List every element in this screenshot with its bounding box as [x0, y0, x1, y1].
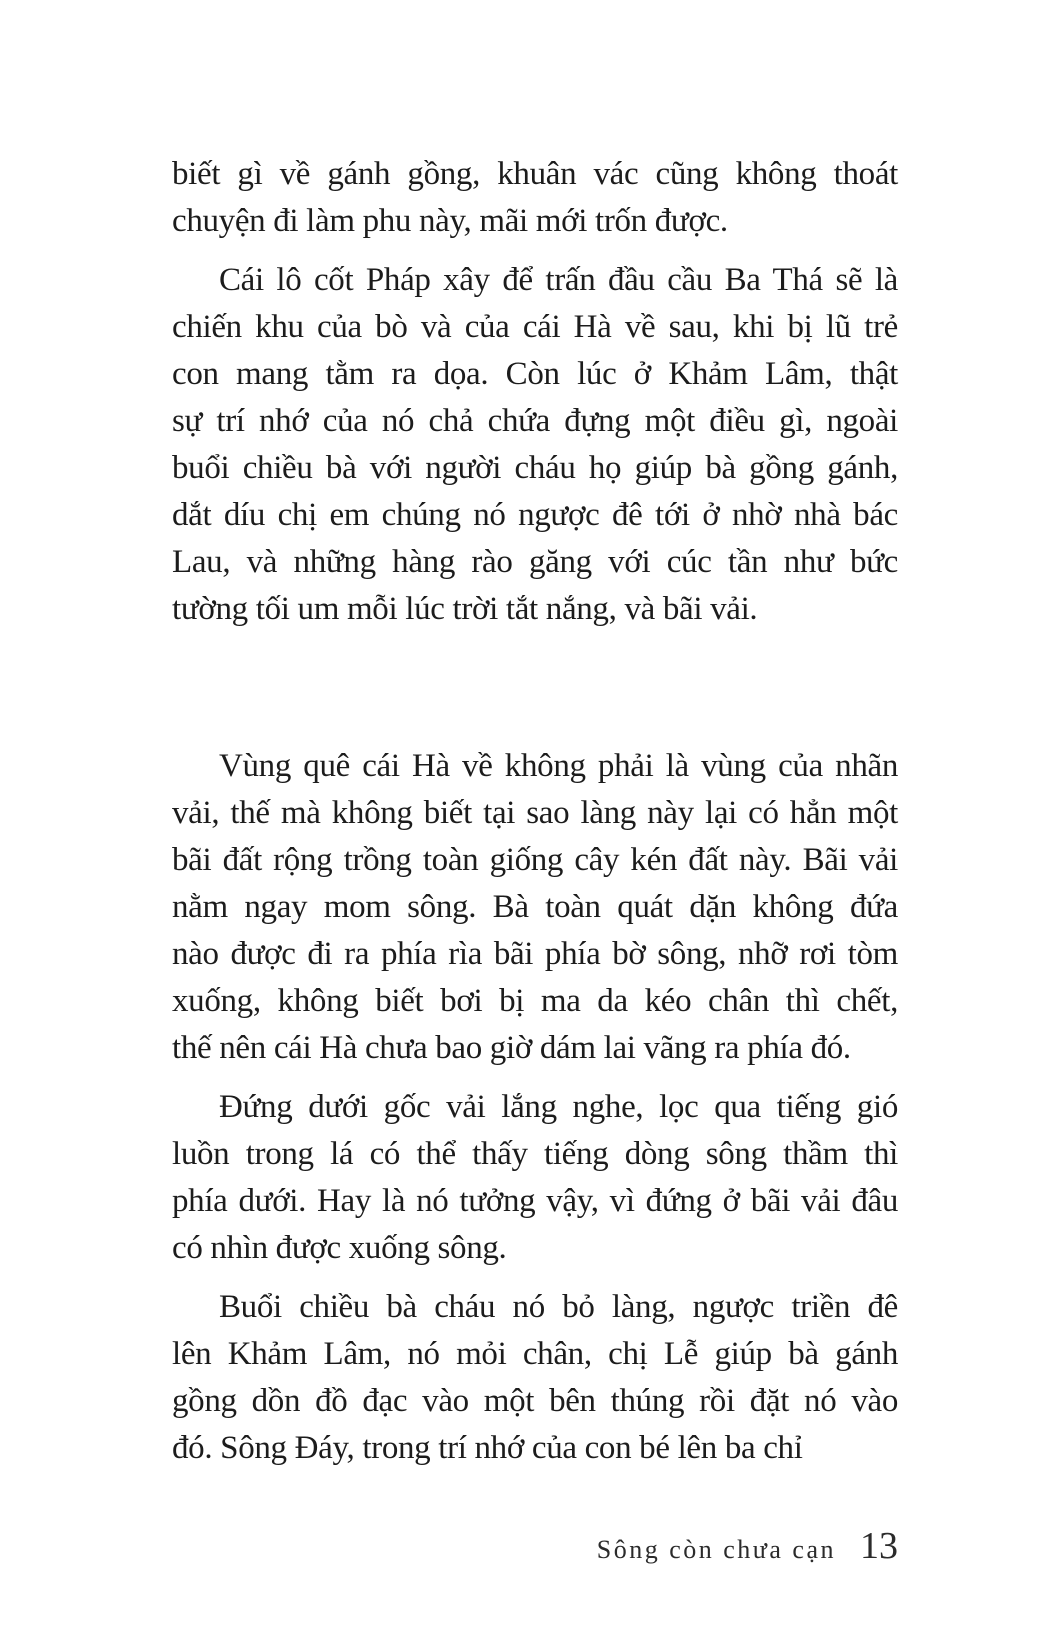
- text-line: tường tối um mỗi lúc trời tắt nắng, và bãi vải.: [172, 591, 758, 627]
- text-line: nằm ngay mom sông. Bà toàn quát dặn không đứa: [172, 889, 898, 925]
- text-line: nào được đi ra phía rìa bãi phía bờ sông, nhỡ rơi tòm: [172, 936, 898, 972]
- text-line: thế nên cái Hà chưa bao giờ dám lai vãng ra phía đó.: [172, 1030, 851, 1066]
- text-line: đó. Sông Đáy, trong trí nhớ của con bé lên ba chỉ: [172, 1430, 803, 1466]
- text-line: luồn trong lá có thể thấy tiếng dòng sông thầm thì: [172, 1136, 898, 1172]
- text-line: gồng dồn đồ đạc vào một bên thúng rồi đặt nó vào: [172, 1383, 898, 1419]
- paragraph: [172, 257, 898, 633]
- text-line: bãi đất rộng trồng toàn giống cây kén đất này. Bãi vải: [172, 842, 898, 878]
- paragraph: [172, 1084, 898, 1272]
- paragraph: [172, 743, 898, 1072]
- text-line: buổi chiều bà với người cháu họ giúp bà gồng gánh,: [172, 450, 898, 486]
- text-line: có nhìn được xuống sông.: [172, 1230, 507, 1266]
- text-line: Đứng dưới gốc vải lắng nghe, lọc qua tiếng gió: [219, 1089, 898, 1125]
- text-line: dắt díu chị em chúng nó ngược đê tới ở nhờ nhà bác: [172, 497, 898, 533]
- text-line: Cái lô cốt Pháp xây để trấn đầu cầu Ba Thá sẽ là: [219, 262, 898, 298]
- text-line: Lau, và những hàng rào găng với cúc tần như bức: [172, 544, 898, 580]
- text-line: phía dưới. Hay là nó tưởng vậy, vì đứng ở bãi vải đâu: [172, 1183, 898, 1219]
- page-body: [172, 151, 898, 1472]
- text-line: xuống, không biết bơi bị ma da kéo chân thì chết,: [172, 983, 898, 1019]
- paragraph: [172, 1284, 898, 1472]
- text-line: con mang tằm ra dọa. Còn lúc ở Khảm Lâm, thật: [172, 356, 898, 392]
- text-line: chiến khu của bò và của cái Hà về sau, khi bị lũ trẻ: [172, 309, 898, 345]
- text-line: vải, thế mà không biết tại sao làng này lại có hẳn một: [172, 795, 898, 831]
- text-line: biết gì về gánh gồng, khuân vác cũng không thoát: [172, 156, 898, 192]
- text-line: chuyện đi làm phu này, mãi mới trốn được.: [172, 203, 728, 239]
- text-line: sự trí nhớ của nó chả chứa đựng một điều gì, ngoài: [172, 403, 898, 439]
- text-line: Vùng quê cái Hà về không phải là vùng của nhãn: [219, 748, 898, 784]
- text-line: Buổi chiều bà cháu nó bỏ làng, ngược triền đê: [219, 1289, 898, 1325]
- page-footer: [597, 1524, 898, 1568]
- paragraph: [172, 151, 898, 245]
- text-line: lên Khảm Lâm, nó mỏi chân, chị Lễ giúp bà gánh: [172, 1336, 898, 1372]
- page-number: 13: [860, 1525, 898, 1567]
- running-title: Sông còn chưa cạn: [596, 1535, 836, 1564]
